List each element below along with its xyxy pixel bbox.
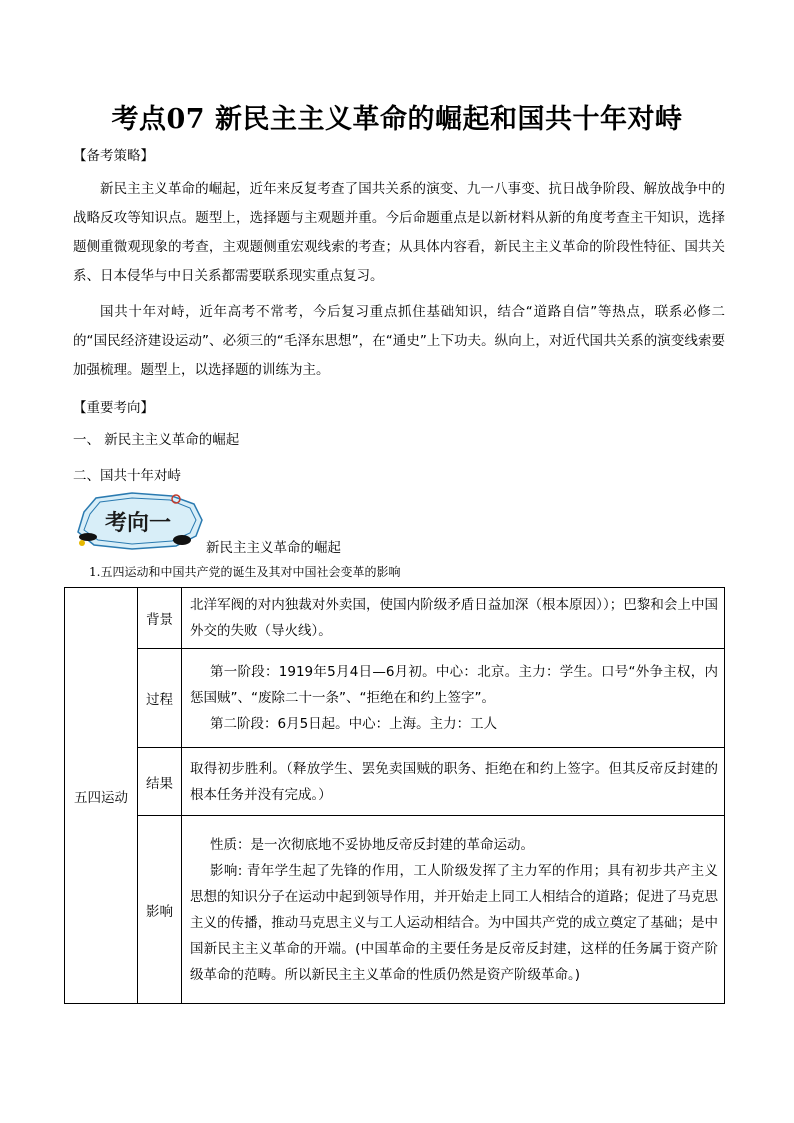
decoration-dot-icon bbox=[79, 533, 97, 541]
row-label: 过程 bbox=[138, 649, 182, 748]
content-line: 第二阶段：6月5日起。中心：上海。主力：工人 bbox=[210, 716, 498, 732]
topic-cell: 五四运动 bbox=[65, 588, 138, 1004]
badge-label: 考向一 bbox=[104, 510, 172, 536]
direction-badge bbox=[72, 490, 207, 552]
content-line: 性质：是一次彻底地不妥协地反帝反封建的革命运动。 bbox=[210, 836, 534, 853]
row-content bbox=[182, 748, 725, 816]
page-title: 考点07 新民主主义革命的崛起和国共十年对峙 bbox=[111, 104, 683, 135]
table-row bbox=[65, 748, 725, 816]
content-line: 取得初步胜利。（释放学生、罢免卖国贼的职务、拒绝在和约上签字。但其反帝反封建的根本任务并没有完成。） bbox=[190, 760, 718, 803]
decoration-dot-icon bbox=[79, 540, 85, 546]
content-line: 北洋军阀的对内独裁对外卖国，使国内阶级矛盾日益加深（根本原因））；巴黎和会上中国外交的失败（导火线）。 bbox=[190, 597, 718, 639]
strategy-heading: 【备考策略】 bbox=[73, 148, 154, 164]
strategy-paragraph-1: 新民主主义革命的崛起，近年来反复考查了国共关系的演变、九一八事变、抗日战争阶段、解放战争中的战略反攻等知识点。题型上，选择题与主观题并重。今后命题重点是以新材料从新的角度考查主干知识，选择题侧重微观现象的考查，主观题侧重宏观线索的考查；从具体内容看，新民主主义革命的阶段性特征、国共关系、日本侵华与中日关系都需要联系现实重点复习。 bbox=[73, 181, 725, 284]
row-content bbox=[182, 588, 725, 649]
section-title: 1.五四运动和中国共产党的诞生及其对中国社会变革的影响 bbox=[89, 565, 401, 579]
table-row bbox=[65, 649, 725, 748]
direction-heading: 【重要考向】 bbox=[73, 400, 154, 416]
strategy-paragraph-2: 国共十年对峙，近年高考不常考，今后复习重点抓住基础知识，结合“道路自信”等热点，联系必修二的“国民经济建设运动”、必须三的“毛泽东思想”，在“通史”上下功夫。纵向上，对近代国共关系的演变线索要加强梳理。题型上，以选择题的训练为主。 bbox=[73, 304, 725, 378]
wusi-table bbox=[64, 587, 725, 1004]
row-content bbox=[182, 649, 725, 748]
decoration-dot-icon bbox=[173, 535, 191, 545]
row-label: 结果 bbox=[138, 748, 182, 816]
content-line: 第一阶段：1919年5月4日—6月初。中心：北京。主力：学生。口号“外争主权，内惩国贼”、“废除二十一条”、“拒绝在和约上签字”。 bbox=[190, 664, 718, 706]
direction-item: 二、国共十年对峙 bbox=[73, 468, 181, 484]
row-label: 背景 bbox=[138, 588, 182, 649]
direction-item: 一、 新民主主义革命的崛起 bbox=[73, 432, 240, 448]
table-row bbox=[65, 588, 725, 649]
badge-subtitle: 新民主主义革命的崛起 bbox=[206, 540, 341, 556]
content-line: 影响: 青年学生起了先锋的作用，工人阶级发挥了主力军的作用；具有初步共产主义思想的知识分子在运动中起到领导作用，并开始走上同工人相结合的道路；促进了马克思主义的传播，推动马克思主义与工人运动相结合。为中国共产党的成立奠定了基础；是中国新民主主义革命的开端。(中国革命的主要任务是反帝反封建，这样的任务属于资产阶级革命的范畴。所以新民主主义革命的性质仍然是资产阶级革命。) bbox=[190, 862, 718, 983]
row-content bbox=[182, 816, 725, 1004]
table-row bbox=[65, 816, 725, 1004]
row-label: 影响 bbox=[138, 816, 182, 1004]
